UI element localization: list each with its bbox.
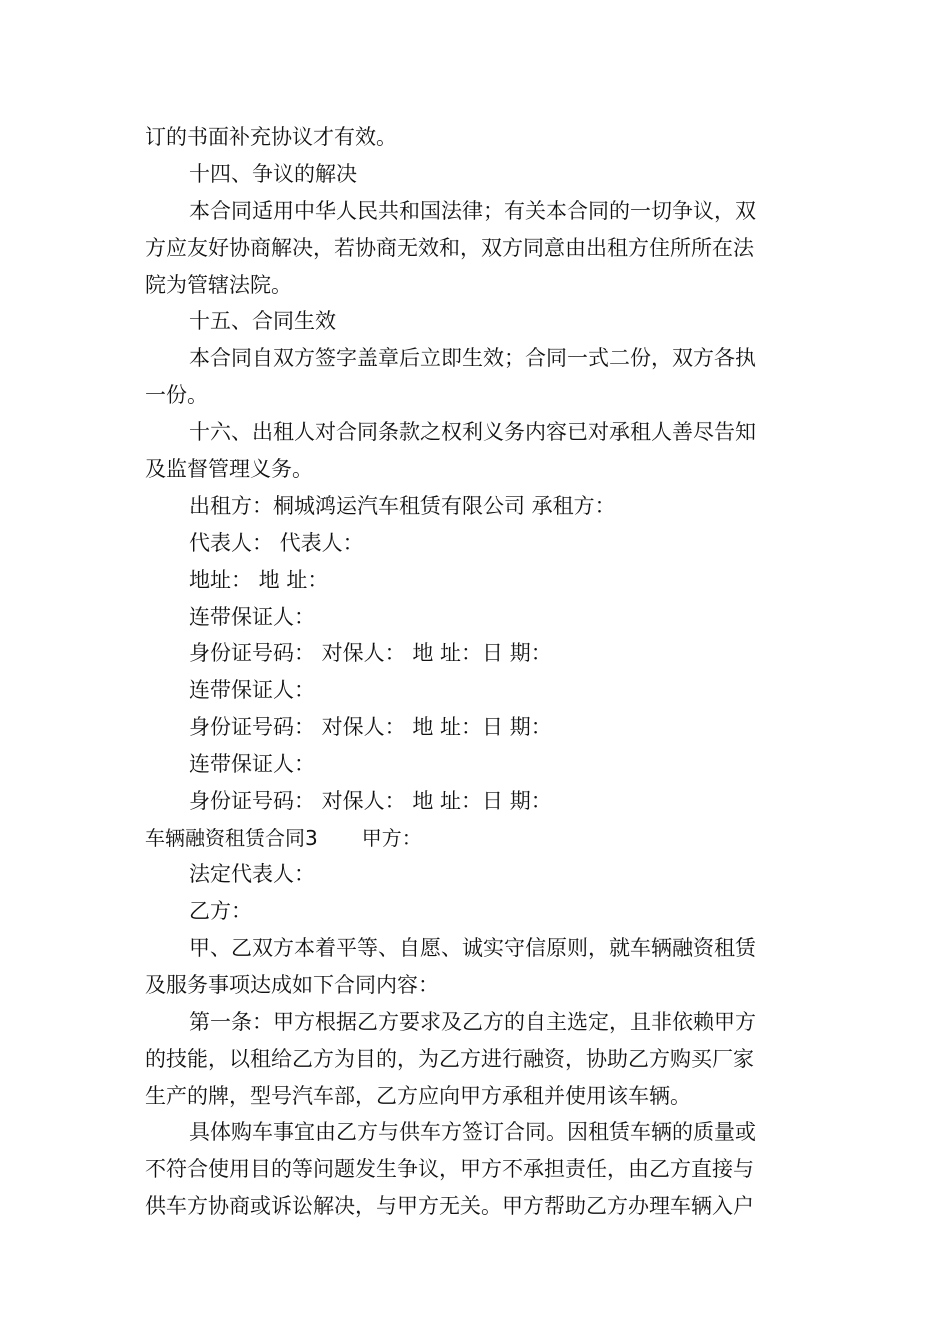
paragraph-line: 的技能，以租给乙方为目的，为乙方进行融资，协助乙方购买厂家 — [145, 1047, 754, 1071]
paragraph-line: 及监督管理义务。 — [145, 457, 313, 481]
paragraph-line: 本合同自双方签字盖章后立即生效；合同一式二份，双方各执 — [189, 346, 756, 370]
signature-line: 连带保证人： — [189, 605, 315, 629]
contract-title: 车辆融资租赁合同3 — [145, 826, 318, 850]
paragraph-line: 一份。 — [145, 383, 208, 407]
paragraph-line: 乙方： — [189, 899, 252, 923]
signature-line: 出租方：桐城鸿运汽车租赁有限公司 承租方： — [189, 494, 616, 518]
signature-line: 地址： 地 址： — [189, 568, 329, 592]
paragraph-line: 第一条：甲方根据乙方要求及乙方的自主选定，且非依赖甲方 — [189, 1010, 756, 1034]
paragraph-line: 院为管辖法院。 — [145, 273, 292, 297]
paragraph-line: 订的书面补充协议才有效。 — [145, 125, 397, 149]
paragraph-line: 甲、乙双方本着平等、自愿、诚实守信原则，就车辆融资租赁 — [189, 936, 756, 960]
section-heading: 十五、合同生效 — [189, 309, 336, 333]
signature-line: 连带保证人： — [189, 752, 315, 776]
paragraph-line: 方应友好协商解决，若协商无效和，双方同意由出租方住所所在法 — [145, 236, 754, 260]
paragraph-line: 不符合使用目的等问题发生争议，甲方不承担责任，由乙方直接与 — [145, 1157, 754, 1181]
party-a-label: 甲方： — [361, 826, 422, 850]
signature-line: 身份证号码： 对保人： 地 址：日 期： — [189, 715, 552, 739]
signature-line: 连带保证人： — [189, 678, 315, 702]
contract-title-line — [145, 823, 422, 853]
paragraph-line: 生产的牌，型号汽车部，乙方应向甲方承租并使用该车辆。 — [145, 1084, 691, 1108]
paragraph-line: 法定代表人： — [189, 862, 315, 886]
signature-line: 代表人： 代表人： — [189, 531, 364, 555]
paragraph-line: 本合同适用中华人民共和国法律；有关本合同的一切争议，双 — [189, 199, 756, 223]
section-heading: 十四、争议的解决 — [189, 162, 357, 186]
paragraph-line: 供车方协商或诉讼解决，与甲方无关。甲方帮助乙方办理车辆入户 — [145, 1194, 754, 1218]
paragraph-line: 具体购车事宜由乙方与供车方签订合同。因租赁车辆的质量或 — [189, 1120, 756, 1144]
signature-line: 身份证号码： 对保人： 地 址：日 期： — [189, 789, 552, 813]
signature-line: 身份证号码： 对保人： 地 址：日 期： — [189, 641, 552, 665]
section-heading: 十六、出租人对合同条款之权利义务内容已对承租人善尽告知 — [189, 420, 756, 444]
paragraph-line: 及服务事项达成如下合同内容： — [145, 973, 439, 997]
